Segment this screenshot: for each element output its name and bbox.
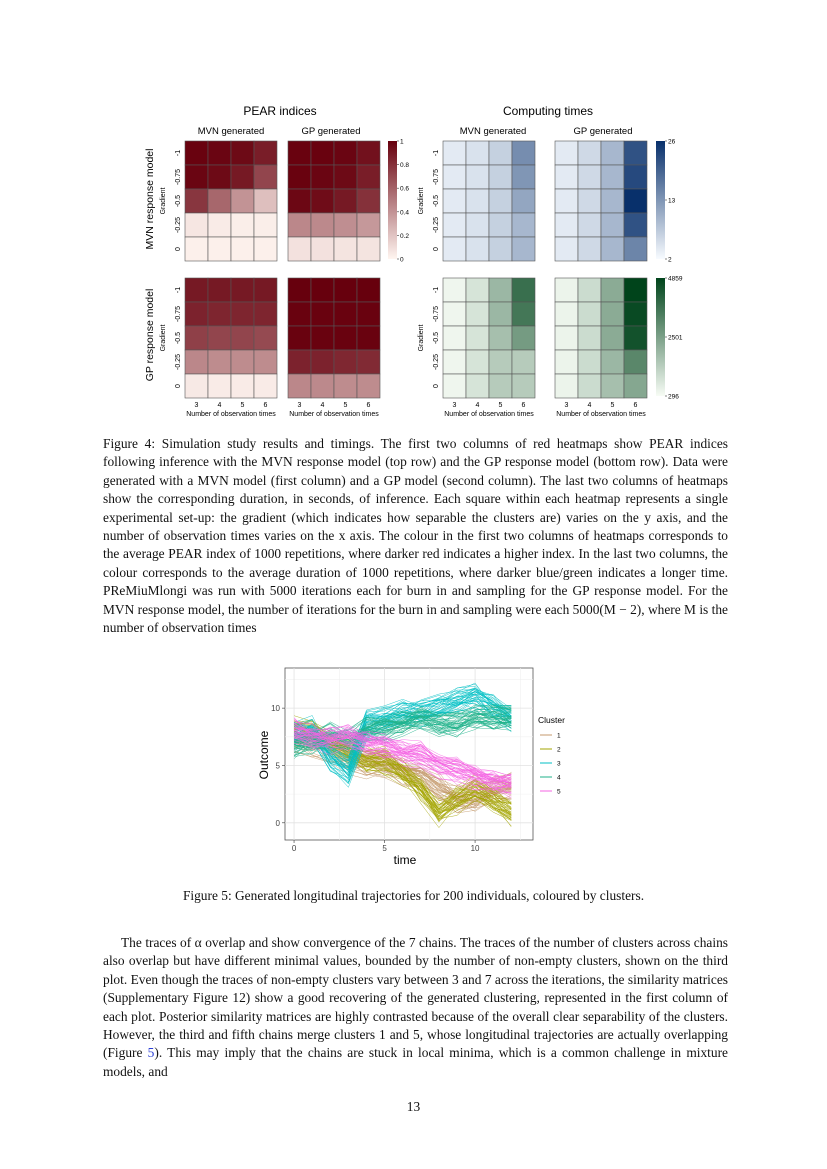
heatmap-cell xyxy=(601,141,624,165)
y-tick-label: -0.25 xyxy=(175,217,182,233)
y-tick-label: 0 xyxy=(433,384,440,388)
y-tick-label: 0 xyxy=(175,384,182,388)
x-tick-label: 6 xyxy=(521,402,526,409)
y-tick-label: -0.25 xyxy=(175,354,182,370)
heatmap-cell xyxy=(208,141,231,165)
y-tick-label: 5 xyxy=(275,761,280,771)
x-tick-label: 3 xyxy=(452,402,457,409)
heatmap-cell xyxy=(555,141,578,165)
row-label-gp-response: GP response model xyxy=(144,288,156,382)
legend-tick-label: 0.6 xyxy=(400,185,410,193)
heatmap-cell xyxy=(254,350,277,374)
y-tick-label: 0 xyxy=(433,247,440,251)
column-label-gp-generated-times: GP generated xyxy=(573,126,633,137)
x-tick-label: 5 xyxy=(382,844,387,853)
y-tick-label: -0.5 xyxy=(175,331,182,345)
legend-tick-label: 296 xyxy=(668,393,679,401)
heatmap-cell xyxy=(185,326,208,350)
heatmap-cell xyxy=(357,374,380,398)
heatmap-cell xyxy=(555,189,578,213)
heatmap-cell xyxy=(466,302,489,326)
heatmap-cell xyxy=(185,165,208,189)
heatmap-cell xyxy=(208,189,231,213)
heatmap-cell xyxy=(466,213,489,237)
heatmap-cell xyxy=(231,141,254,165)
y-tick-label: -0.75 xyxy=(433,306,440,322)
heatmap-cell xyxy=(489,326,512,350)
legend-tick-label: 0.2 xyxy=(400,232,410,240)
y-tick-label: -0.25 xyxy=(433,217,440,233)
x-tick-label: 3 xyxy=(194,402,199,409)
heatmap-cell xyxy=(443,302,466,326)
heatmap-cell xyxy=(311,141,334,165)
heatmap-cell xyxy=(311,302,334,326)
heatmap-cell xyxy=(443,165,466,189)
heatmap-cell xyxy=(601,165,624,189)
y-tick-label: -1 xyxy=(433,286,440,294)
heatmap-panel xyxy=(418,141,535,261)
heatmap-cell xyxy=(624,278,647,302)
heatmap-cell xyxy=(357,165,380,189)
figure-5-caption: Figure 5: Generated longitudinal trajectories for 200 individuals, coloured by clusters. xyxy=(182,888,645,903)
heatmap-cell xyxy=(231,374,254,398)
heatmap-cell xyxy=(555,374,578,398)
figure-4-heatmaps xyxy=(130,98,690,428)
y-tick-label: -0.75 xyxy=(175,306,182,322)
heatmap-cell xyxy=(185,374,208,398)
y-tick-label: -0.5 xyxy=(175,194,182,208)
heatmap-cell xyxy=(311,189,334,213)
heatmap-cell xyxy=(443,374,466,398)
legend-entry: 1 xyxy=(557,732,561,740)
heatmap-cell xyxy=(443,350,466,374)
heatmap-cell xyxy=(311,165,334,189)
red-colourbar xyxy=(388,139,409,264)
legend-entry: 3 xyxy=(557,760,561,768)
x-tick-label: 4 xyxy=(475,402,480,409)
cluster-legend xyxy=(538,715,565,796)
heatmap-cell xyxy=(254,237,277,261)
x-tick-label: 6 xyxy=(263,402,268,409)
heatmap-cell xyxy=(288,189,311,213)
x-tick-label: 4 xyxy=(320,402,325,409)
x-tick-label: 4 xyxy=(217,402,222,409)
legend-entry: 5 xyxy=(557,788,561,796)
x-tick-label: 5 xyxy=(240,402,245,409)
heatmap-cell xyxy=(185,278,208,302)
heatmap-cell xyxy=(231,213,254,237)
heatmap-cell xyxy=(624,302,647,326)
x-tick-label: 10 xyxy=(470,844,480,853)
heatmap-panel xyxy=(288,141,380,261)
heatmap-cell xyxy=(601,237,624,261)
heatmap-cell xyxy=(624,237,647,261)
x-tick-label: 3 xyxy=(564,402,569,409)
heatmap-cell xyxy=(489,189,512,213)
heatmap-cell xyxy=(512,326,535,350)
figure-4 xyxy=(130,98,690,428)
heatmap-cell xyxy=(231,302,254,326)
heatmap-cell xyxy=(288,278,311,302)
x-tick-label: 3 xyxy=(297,402,302,409)
x-tick-label: 6 xyxy=(633,402,638,409)
legend-entry: 4 xyxy=(557,774,561,782)
heatmap-cell xyxy=(443,141,466,165)
x-axis-title: Number of observation times xyxy=(289,411,379,418)
heatmap-cell xyxy=(555,350,578,374)
heatmap-cell xyxy=(512,350,535,374)
figure-4-caption: Figure 4: Simulation study results and timings. The first two columns of red heatmaps show PEAR indices following inference with the MVN response model (top row) and the GP response model (bottom row). Data were generated with a MVN model (first column) and a GP model (second column). The last two columns of heatmaps show the corresponding duration, in seconds, of inference. Each square within each heatmap represents a single experimental set-up: the gradient (which indicates how separable the clusters are) varies on the y axis, and the number of observation times varies on the x axis. The colour in the first two columns of heatmaps corresponds to the average PEAR index of 1000 repetitions, where darker red indicates a higher index. In the last two columns, the colour corresponds to the average duration of 1000 repetitions, where darker blue/green indicates a longer time. PReMiuMlongi was run with 5000 iterations each for burn in and sampling for the GP response model. For the MVN response model, the number of iterations for the burn in and sampling were each 5000(M − 2), where M is the number of observation times xyxy=(103,436,728,636)
x-tick-label: 4 xyxy=(587,402,592,409)
x-tick-label: 0 xyxy=(291,844,297,853)
heatmap-cell xyxy=(578,165,601,189)
heatmap-cell xyxy=(555,278,578,302)
heatmap-cell xyxy=(466,350,489,374)
heatmap-cell xyxy=(624,189,647,213)
y-axis xyxy=(160,150,182,251)
heatmap-cell xyxy=(334,141,357,165)
legend-tick-label: 2501 xyxy=(668,334,683,342)
heatmap-cell xyxy=(489,278,512,302)
heatmap-cell xyxy=(334,189,357,213)
heatmap-cell xyxy=(311,278,334,302)
heatmap-cell xyxy=(443,189,466,213)
heatmap-cell xyxy=(578,213,601,237)
heatmap-cell xyxy=(578,278,601,302)
legend-tick-label: 0.8 xyxy=(400,162,410,170)
heatmap-cell xyxy=(357,278,380,302)
body-text-part-2: ). This may imply that the chains are stuck in local minima, which is a common challenge in mixture models, and xyxy=(103,1045,728,1079)
heatmap-cell xyxy=(208,326,231,350)
heatmap-cell xyxy=(512,237,535,261)
heatmap-cell xyxy=(466,141,489,165)
heatmap-cell xyxy=(254,302,277,326)
heatmap-cell xyxy=(578,350,601,374)
heatmap-cell xyxy=(185,189,208,213)
x-tick-label: 5 xyxy=(343,402,348,409)
heatmap-cell xyxy=(311,237,334,261)
heatmap-cell xyxy=(601,278,624,302)
heatmap-panel xyxy=(555,278,647,418)
heatmap-cell xyxy=(185,302,208,326)
heatmap-panel xyxy=(288,278,380,418)
heatmap-cell xyxy=(208,302,231,326)
row-label-mvn-response: MVN response model xyxy=(144,148,156,250)
gradient-axis-title: Gradient xyxy=(418,187,425,215)
y-tick-label: -0.75 xyxy=(175,169,182,185)
heatmap-cell xyxy=(466,165,489,189)
y-axis xyxy=(418,150,440,251)
heatmap-cell xyxy=(334,302,357,326)
heatmap-cell xyxy=(512,302,535,326)
legend-tick-label: 4859 xyxy=(668,275,683,283)
heatmap-cell xyxy=(334,350,357,374)
figure-5-trajectories xyxy=(250,660,580,870)
legend-tick-label: 0.4 xyxy=(400,209,410,217)
y-tick-label: -0.25 xyxy=(433,354,440,370)
x-axis xyxy=(186,402,276,418)
heatmap-cell xyxy=(334,213,357,237)
pear-title: PEAR indices xyxy=(243,104,317,118)
x-axis-title: Number of observation times xyxy=(444,411,534,418)
heatmap-cell xyxy=(254,165,277,189)
heatmap-cell xyxy=(231,278,254,302)
heatmap-cell xyxy=(601,374,624,398)
legend-tick-label: 1 xyxy=(400,138,404,146)
heatmap-cell xyxy=(601,302,624,326)
heatmap-cell xyxy=(601,350,624,374)
y-tick-label: -1 xyxy=(175,149,182,157)
computing-times-title: Computing times xyxy=(502,104,594,118)
heatmap-cell xyxy=(624,350,647,374)
heatmap-cell xyxy=(601,189,624,213)
heatmap-cell xyxy=(288,326,311,350)
heatmap-cell xyxy=(578,189,601,213)
legend-tick-label: 2 xyxy=(668,256,672,264)
heatmap-cell xyxy=(334,278,357,302)
gradient-axis-title: Gradient xyxy=(160,187,167,215)
x-axis-title: Number of observation times xyxy=(186,411,276,418)
heatmap-cell xyxy=(555,165,578,189)
heatmap-cell xyxy=(466,189,489,213)
y-axis xyxy=(160,287,182,388)
heatmap-cell xyxy=(311,350,334,374)
heatmap-cell xyxy=(254,213,277,237)
heatmap-cell xyxy=(311,326,334,350)
heatmap-cell xyxy=(489,237,512,261)
y-tick-label: -0.75 xyxy=(433,169,440,185)
heatmap-cell xyxy=(311,374,334,398)
x-tick-label: 5 xyxy=(498,402,503,409)
heatmap-cell xyxy=(512,374,535,398)
x-axis-title: Number of observation times xyxy=(556,411,646,418)
heatmap-cell xyxy=(357,302,380,326)
heatmap-cell xyxy=(254,189,277,213)
heatmap-cell xyxy=(489,374,512,398)
heatmap-cell xyxy=(357,326,380,350)
heatmap-cell xyxy=(624,374,647,398)
heatmap-cell xyxy=(357,189,380,213)
heatmap-cell xyxy=(288,213,311,237)
heatmap-cell xyxy=(489,213,512,237)
heatmap-cell xyxy=(208,278,231,302)
heatmap-cell xyxy=(254,278,277,302)
heatmap-cell xyxy=(512,189,535,213)
heatmap-cell xyxy=(231,189,254,213)
heatmap-cell xyxy=(288,141,311,165)
heatmap-panel xyxy=(418,278,535,418)
y-tick-label: 0 xyxy=(275,818,280,828)
heatmap-cell xyxy=(357,213,380,237)
green-colourbar xyxy=(656,276,683,401)
heatmap-cell xyxy=(288,374,311,398)
heatmap-panel xyxy=(160,278,277,418)
gradient-axis-title: Gradient xyxy=(160,324,167,352)
y-tick-label: 10 xyxy=(271,704,280,714)
heatmap-cell xyxy=(578,302,601,326)
heatmap-cell xyxy=(208,350,231,374)
heatmap-cell xyxy=(231,326,254,350)
heatmap-cell xyxy=(334,237,357,261)
heatmap-cell xyxy=(443,237,466,261)
body-paragraph xyxy=(103,934,728,1081)
legend-tick-label: 0 xyxy=(400,256,404,264)
heatmap-cell xyxy=(185,237,208,261)
heatmap-cell xyxy=(443,278,466,302)
heatmap-cell xyxy=(466,326,489,350)
blue-colourbar xyxy=(656,139,676,264)
heatmap-cell xyxy=(443,326,466,350)
heatmap-cell xyxy=(311,213,334,237)
column-label-mvn-generated-times: MVN generated xyxy=(459,126,527,137)
heatmap-cell xyxy=(489,141,512,165)
heatmap-cell xyxy=(231,165,254,189)
heatmap-cell xyxy=(334,165,357,189)
heatmap-cell xyxy=(254,141,277,165)
heatmap-cell xyxy=(489,165,512,189)
heatmap-cell xyxy=(357,237,380,261)
heatmap-cell xyxy=(578,141,601,165)
legend-tick-label: 13 xyxy=(668,197,676,205)
heatmap-cell xyxy=(466,278,489,302)
heatmap-cell xyxy=(555,302,578,326)
heatmap-cell xyxy=(601,213,624,237)
x-tick-label: 6 xyxy=(366,402,371,409)
heatmap-cell xyxy=(334,326,357,350)
heatmap-cell xyxy=(466,374,489,398)
y-axis xyxy=(418,287,440,388)
heatmap-cell xyxy=(288,302,311,326)
heatmap-cell xyxy=(624,326,647,350)
column-label-mvn-generated: MVN generated xyxy=(197,126,265,137)
heatmap-cell xyxy=(601,326,624,350)
heatmap-cell xyxy=(512,141,535,165)
heatmap-cell xyxy=(489,350,512,374)
page-number: 13 xyxy=(406,1099,421,1114)
x-tick-label: 5 xyxy=(610,402,615,409)
heatmap-cell xyxy=(185,141,208,165)
y-axis-title: Outcome xyxy=(257,730,271,780)
heatmap-cell xyxy=(357,350,380,374)
legend-title: Cluster xyxy=(538,715,565,725)
x-axis-title: time xyxy=(393,853,417,867)
x-axis xyxy=(444,402,534,418)
heatmap-cell xyxy=(254,374,277,398)
heatmap-cell xyxy=(578,326,601,350)
heatmap-cell xyxy=(512,278,535,302)
heatmap-panel xyxy=(160,141,277,261)
legend-entry: 2 xyxy=(557,746,561,754)
y-tick-label: -0.5 xyxy=(433,194,440,208)
heatmap-cell xyxy=(624,165,647,189)
heatmap-cell xyxy=(512,213,535,237)
heatmap-cell xyxy=(555,326,578,350)
heatmap-cell xyxy=(443,213,466,237)
x-axis xyxy=(556,402,646,418)
heatmap-cell xyxy=(334,374,357,398)
heatmap-cell xyxy=(578,237,601,261)
heatmap-cell xyxy=(185,350,208,374)
heatmap-cell xyxy=(288,350,311,374)
y-tick-label: -0.5 xyxy=(433,331,440,345)
legend-tick-label: 26 xyxy=(668,138,676,146)
heatmap-cell xyxy=(624,213,647,237)
column-label-gp-generated: GP generated xyxy=(301,126,361,137)
heatmap-cell xyxy=(231,350,254,374)
heatmap-cell xyxy=(357,141,380,165)
heatmap-cell xyxy=(208,213,231,237)
heatmap-cell xyxy=(254,326,277,350)
y-tick-label: -1 xyxy=(433,149,440,157)
heatmap-cell xyxy=(208,374,231,398)
y-tick-label: 0 xyxy=(175,247,182,251)
heatmap-cell xyxy=(555,237,578,261)
figure-5 xyxy=(250,660,580,870)
y-tick-label: -1 xyxy=(175,286,182,294)
heatmap-panel xyxy=(555,141,647,261)
heatmap-cell xyxy=(231,237,254,261)
x-axis xyxy=(289,402,379,418)
heatmap-cell xyxy=(185,213,208,237)
heatmap-cell xyxy=(208,237,231,261)
body-text-part-1: The traces of α overlap and show convergence of the 7 chains. The traces of the number of clusters across chains also overlap but have different minimal values, bounded by the number of non-empty clusters, shown on the third plot. Even though the traces of non-empty clusters vary between 3 and 7 across the iterations, the similarity matrices (Supplementary Figure 12) show a good recovering of the generated clustering, represented in the first column of each plot. Posterior similarity matrices are highly contrasted because of the overall clear separability of the clusters. However, the third and fifth chains merge clusters 1 and 5, whose longitudinal trajectories are actually overlapping (Figure xyxy=(103,935,728,1061)
heatmap-cell xyxy=(512,165,535,189)
figure-5-link[interactable]: 5 xyxy=(147,1045,155,1061)
heatmap-cell xyxy=(624,141,647,165)
heatmap-cell xyxy=(288,165,311,189)
heatmap-cell xyxy=(208,165,231,189)
heatmap-cell xyxy=(288,237,311,261)
heatmap-cell xyxy=(578,374,601,398)
heatmap-cell xyxy=(555,213,578,237)
gradient-axis-title: Gradient xyxy=(418,324,425,352)
heatmap-panels xyxy=(160,138,647,418)
heatmap-cell xyxy=(489,302,512,326)
heatmap-cell xyxy=(466,237,489,261)
